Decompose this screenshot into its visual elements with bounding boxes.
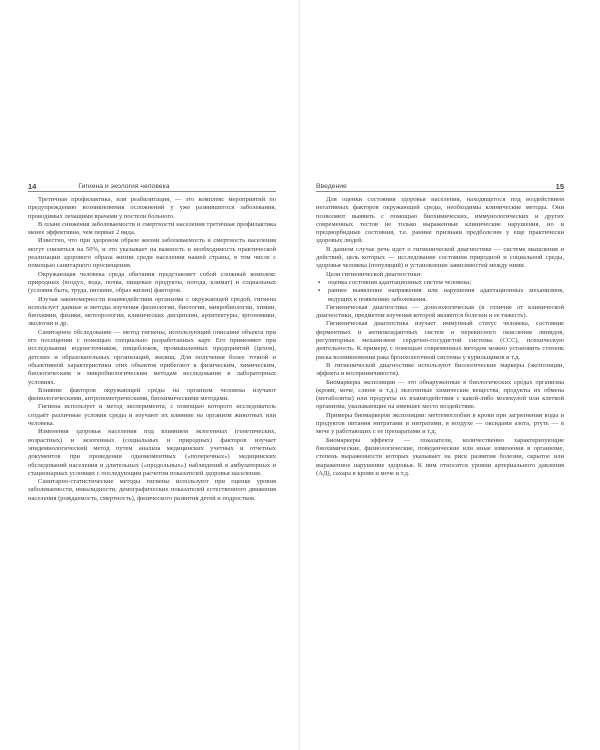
paragraph: В гигиенической диагностике используют биологические маркеры (экспозиции, эффекта и восприимчивости).: [316, 361, 564, 378]
paragraph: Изучая закономерности взаимодействия организма с окружающей средой, гигиена использует данные и методы изучения физиологии, биологии, микробиологии, химии, биохимии, физики, метеорологии, клинических дисциплин, архитектуры, эргономики, экологии и др.: [28, 295, 276, 328]
paragraph: Гигиеническая диагностика — донозологическая (в отличие от клинической диагностики, предметом изучения которой являются болезни и ее тяжесть).: [316, 303, 564, 320]
diagnostics-goals-list: [316, 279, 564, 304]
right-page: [316, 182, 564, 478]
paragraph: Известно, что при здоровом образе жизни заболеваемость и смертность населения могут снизиться на 50%, и это указывает на важность и необходимость практической реализации здорового образа жизни среди населения нашей страны, в том числе с помощью санитарного просвещения.: [28, 237, 276, 270]
page-gutter: [299, 0, 300, 750]
paragraph: Для оценки состояния здоровья населения, находящегося под воздействием негативных факторов окружающей среды, необходимы клинические методы. Они позволяют выявить с помощью биохимических, иммунологических и других современных тестов не только выраженные клинические нарушения, но и предморбидные состояния, т.е. ранние признаки предболезни у еще практически здоровых людей.: [316, 196, 564, 245]
paragraph: Третичная профилактика, или реабилитация, — это комплекс мероприятий по предупреждению возникновения осложнений у уже развившегося заболевания, проводимых лечащими врачами у постели больного.: [28, 196, 276, 220]
right-page-number: 15: [555, 182, 564, 191]
paragraph: Изменения здоровья населения под влиянием экзогенных (генетических, возрастных) и экзогенных (социальных и природных) факторов изучает эпидемиологический метод путем анализа медицинских учетных и отчетных документов при проведении одномоментных («поперечных») медицинских обследований населения и длительных («продольных») наблюдений в амбулаторных и стационарных условиях с последующим расчетом показателей здоровья населения.: [28, 428, 276, 477]
paragraph: Гигиена использует и метод эксперимента, с помощью которого исследователь создаёт различные условия среды и изучают их влияние на организм животных или человека.: [28, 403, 276, 428]
paragraph: Примеры биомаркеров экспозиции: метгемоглобин в крови при загрязнении воды и продуктов питания нитратами и нитратами, в воздухе — оксидами азота, ртуть — в моче у работающих с ее препаратами и т.д.: [316, 411, 564, 436]
paragraph: Влияние факторов окружающей среды на организм человека изучают физиологическими, антропометрическими, биохимическими методами.: [28, 386, 276, 403]
paragraph: В плане снижения заболеваемости и смертности населения третичная профилактика менее эффективна, чем первые 2 вида.: [28, 220, 276, 237]
left-page-body: [28, 196, 276, 503]
left-running-head-title: Гигиена и экология человека: [78, 183, 170, 190]
left-page: [28, 182, 276, 503]
paragraph: Цели гигиенической диагностики:: [326, 270, 423, 278]
paragraph: Биомаркеры эффекта — показатели, количественно характеризующие биохимические, физиологические, поведенческие или иные изменения в организме, степень выраженности которых указывает на риск развития болезни, скрытое или выраженное нарушение здоровья. К ним относятся уровни артериального давления (АД), сахара в крови и моче и т.д.: [316, 436, 564, 477]
paragraph: В данном случае речь идет о гигиенической диагностике — системе мышления и действий, цель которых — исследование состояния природной и социальной среды, здоровья человека (популяций) и установление зависимостей между ними.: [316, 245, 564, 270]
left-running-head: [28, 182, 276, 192]
paragraph: Окружающая человека среда обитания представляет собой сложный комплекс природных (воздух, вода, почва, пищевые продукты, погода, климат) и социальных (условия быта, труда, питание, образ жизни) факторов.: [28, 270, 276, 295]
paragraph: Биомаркеры экспозиции — это обнаруженные в биологических средах организма (крови, моче, слюне и т.д.) экзогенные химические вещества, продукты их обмена (метаболиты) или продукты их взаимодействия с какой-либо молекулой или клеткой организма, указывающие на имевшее место воздействие.: [316, 378, 564, 411]
list-item: ▪ оценка состояния адаптационных систем человека;: [316, 279, 564, 287]
right-page-body: [316, 196, 564, 478]
right-running-head: [316, 182, 564, 192]
right-running-head-title: Введение: [316, 183, 347, 190]
left-page-number: 14: [28, 182, 37, 191]
list-item: ▪ раннее выявление напряжения или нарушения адаптационных механизмов, ведущих к появлению заболевания.: [316, 287, 564, 304]
paragraph: Санитарно-статистические методы гигиены используют при оценке уровня заболеваемости, инвалидности, демографических показателей естественного движения населения (рождаемость, смертность), физического развития детей и подростков.: [28, 478, 276, 502]
paragraph: Гигиеническая диагностика изучает иммунный статус человека, состояние ферментных и антиоксидантных систем и перекисного окисления липидов, регуляторных механизмов сердечно-сосудистой системы (ССС), психическую деятельность. К примеру, с помощью современных методов можно установить степень риска возникновения рака бронхолегочной системы у курильщиков и т.д.: [316, 320, 564, 361]
paragraph: Санитарное обследование — метод гигиены, использующий описание объекта при его посещении с помощью специально разработанных карт. Его применяют при исследовании водоисточников, пищеблоков, промышленных предприятий (цехов), детских и образовательных организаций, жилищ. Для получения более точной и объективной характеристики этих объектов прибегают к физическим, химическим, биологическим и микробиологическим методам исследования в лабораторных условиях.: [28, 328, 276, 386]
